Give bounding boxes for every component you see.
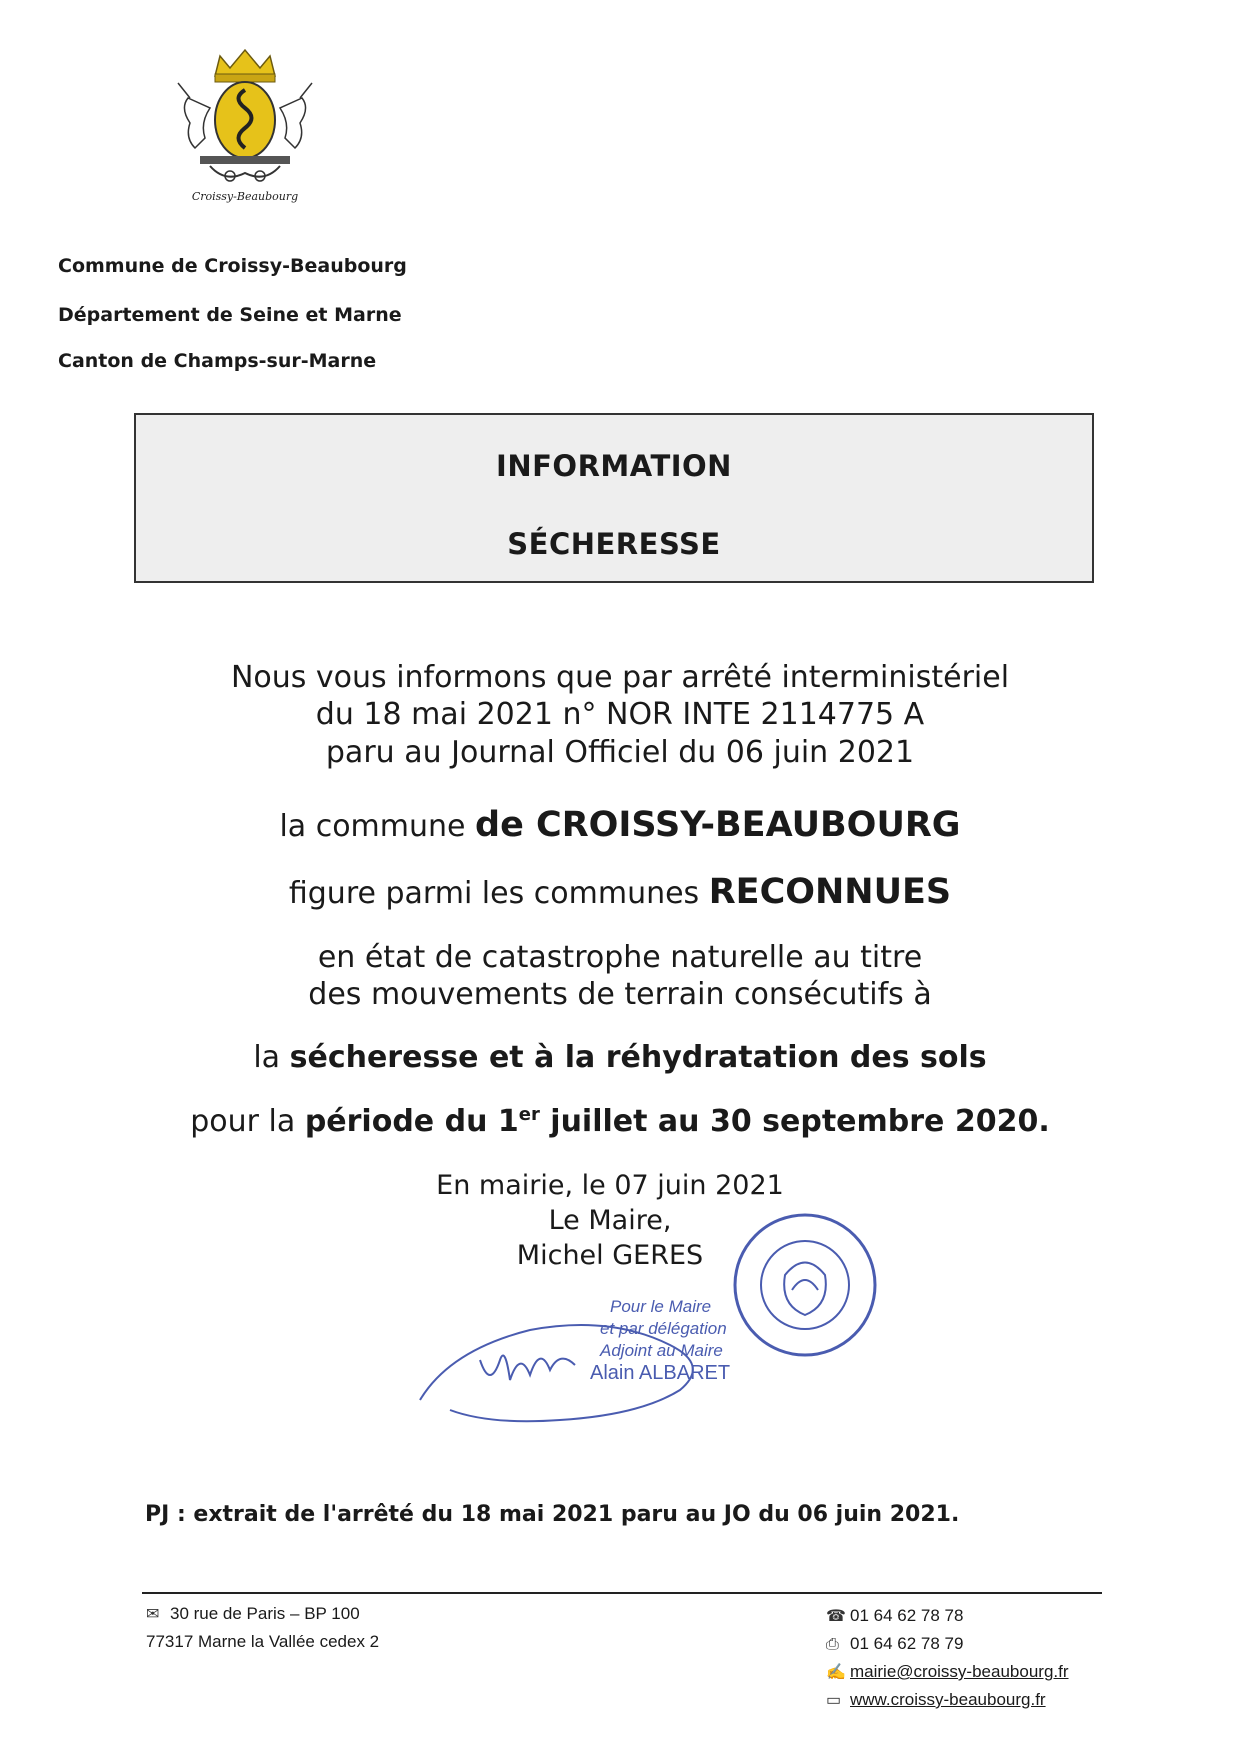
- intro-line-3: paru au Journal Officiel du 06 juin 2021: [325, 735, 915, 770]
- handwritten-signature: [410, 1290, 750, 1440]
- commune-bold: de CROISSY-BEAUBOURG: [475, 805, 961, 845]
- periode-sup: er: [518, 1104, 540, 1125]
- signature-name: Michel GERES: [516, 1240, 704, 1271]
- crest-label: Croissy-Beaubourg: [191, 190, 299, 203]
- phone-icon: ☎: [826, 1608, 846, 1625]
- email-icon: ✍: [826, 1664, 846, 1681]
- website-link[interactable]: www.croissy-beaubourg.fr: [850, 1690, 1046, 1709]
- departement-name: Département de Seine et Marne: [58, 304, 402, 326]
- signature-place-date: En mairie, le 07 juin 2021: [436, 1170, 784, 1201]
- etat-line-2: des mouvements de terrain consécutifs à: [308, 977, 932, 1012]
- crest-logo: [170, 38, 320, 208]
- periode-prefix: pour la: [190, 1104, 305, 1139]
- periode-bold-1: période du 1: [304, 1104, 519, 1139]
- computer-icon: ▭: [826, 1692, 842, 1709]
- fax-number: 01 64 62 78 79: [850, 1634, 964, 1653]
- footer-divider: [142, 1592, 1102, 1594]
- address-2: 77317 Marne la Vallée cedex 2: [146, 1632, 380, 1651]
- title-secheresse: SÉCHERESSE: [507, 527, 721, 561]
- footer-website: [826, 1690, 1046, 1710]
- delegation-line-4: Alain ALBARET: [590, 1362, 731, 1384]
- intro-line-2: du 18 mai 2021 n° NOR INTE 2114775 A: [315, 697, 925, 732]
- address-1: 30 rue de Paris – BP 100: [170, 1604, 360, 1623]
- secheresse-statement: [120, 1040, 1120, 1075]
- periode-statement: [120, 1104, 1120, 1139]
- footer-address-line-1: [146, 1604, 360, 1624]
- reconnues-bold: RECONNUES: [708, 872, 952, 912]
- figure-prefix: figure parmi les communes: [288, 876, 709, 911]
- title-box: [134, 413, 1094, 583]
- footer-phone: [826, 1606, 963, 1626]
- pj-attachment-note: PJ : extrait de l'arrêté du 18 mai 2021 paru au JO du 06 juin 2021.: [145, 1502, 960, 1527]
- etat-line-1: en état de catastrophe naturelle au titre: [317, 940, 923, 975]
- intro-line-1: Nous vous informons que par arrêté interministériel: [230, 660, 1010, 695]
- secheresse-prefix: la: [253, 1040, 290, 1075]
- commune-statement: [120, 805, 1120, 845]
- delegation-line-2: et par délégation: [600, 1319, 727, 1338]
- delegation-line-3: Adjoint au Maire: [600, 1341, 723, 1360]
- secheresse-bold: sécheresse et à la réhydratation des sols: [289, 1040, 987, 1075]
- mail-envelope-icon: ✉: [146, 1606, 160, 1623]
- footer-fax: [826, 1634, 963, 1654]
- footer-email: [826, 1662, 1069, 1682]
- reconnues-statement: [120, 872, 1120, 912]
- canton-name: Canton de Champs-sur-Marne: [58, 350, 377, 372]
- signature-role: Le Maire,: [548, 1205, 672, 1236]
- email-link[interactable]: mairie@croissy-beaubourg.fr: [850, 1662, 1069, 1681]
- phone-number: 01 64 62 78 78: [850, 1606, 964, 1625]
- fax-icon: ⎙: [826, 1636, 839, 1653]
- title-information: INFORMATION: [496, 449, 732, 483]
- commune-name: Commune de Croissy-Beaubourg: [58, 255, 407, 277]
- commune-prefix: la commune: [279, 809, 476, 844]
- delegation-line-1: Pour le Maire: [610, 1297, 712, 1316]
- mairie-stamp: [730, 1210, 880, 1360]
- periode-bold-2: juillet au 30 septembre 2020.: [539, 1104, 1050, 1139]
